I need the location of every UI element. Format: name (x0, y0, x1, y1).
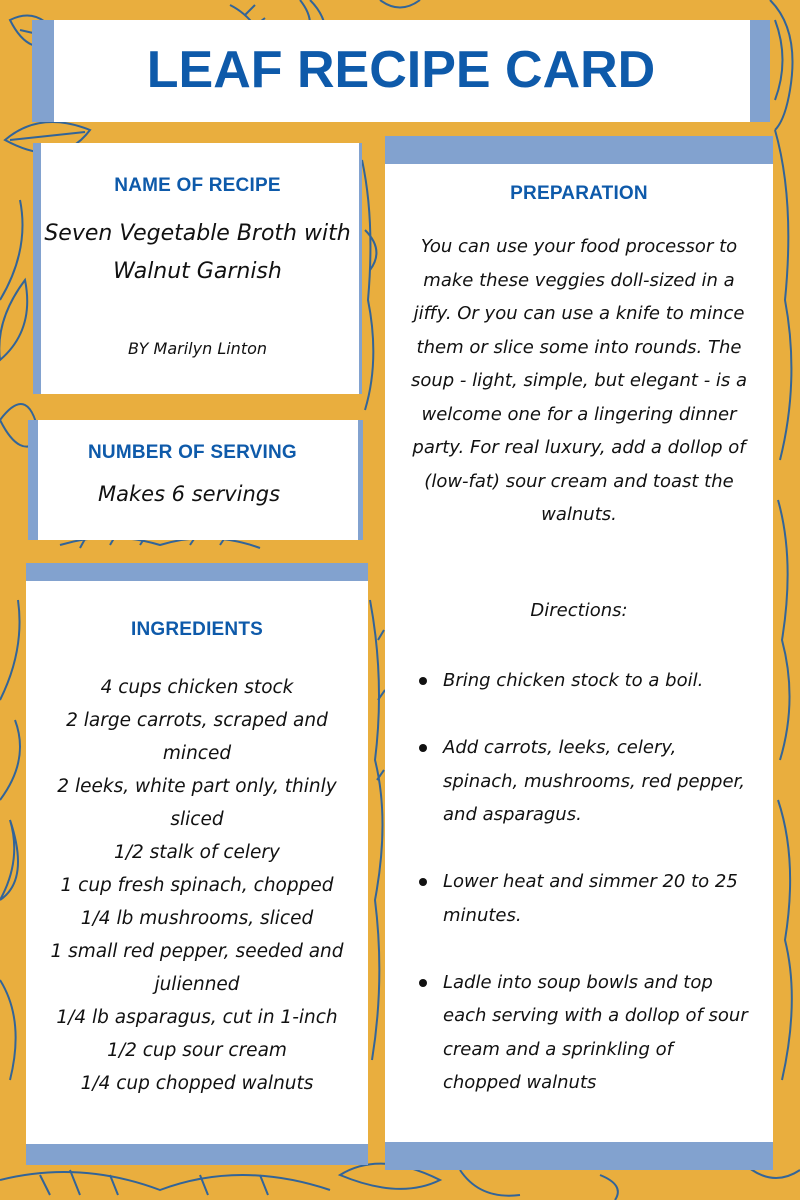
ingredient-item: 2 leeks, white part only, thinly sliced (57, 776, 337, 830)
ingredient-item: 1/4 lb asparagus, cut in 1-inch (56, 1007, 338, 1028)
recipe-name: Seven Vegetable Broth with Walnut Garnish (44, 221, 351, 284)
preparation-heading: PREPARATION (510, 183, 648, 204)
ingredients-heading: INGREDIENTS (130, 619, 264, 640)
serving-value: Makes 6 servings (98, 482, 281, 506)
direction-step: Add carrots, leeks, celery, spinach, mushrooms, red pepper, and asparagus. (417, 731, 753, 832)
ingredients-card (26, 563, 368, 1165)
ingredients-bottom-strip (26, 1144, 368, 1165)
ingredient-item: 1/2 stalk of celery (114, 842, 280, 863)
ingredient-item: 1 cup fresh spinach, chopped (60, 875, 334, 896)
serving-section-heading: NUMBER OF SERVING (88, 442, 297, 463)
preparation-intro: You can use your food processor to make these veggies doll-sized in a jiffy. Or you can use a knife to mince them or slice some into rounds. The soup - light, simple, but elegant - is a welcome one for a lingering dinner party. For real luxury, add a dollop of (low-fat) sour cream and toast the walnuts. (410, 236, 748, 525)
preparation-card (385, 136, 773, 1170)
recipe-author: BY Marilyn Linton (127, 339, 268, 358)
directions-list (417, 664, 753, 1133)
ingredients-top-strip (26, 563, 368, 581)
ingredient-item: 1/4 lb mushrooms, sliced (80, 908, 314, 929)
ingredient-item: 1 small red pepper, seeded and julienned (50, 941, 344, 995)
ingredient-item: 2 large carrots, scraped and minced (66, 710, 328, 764)
direction-step: Lower heat and simmer 20 to 25 minutes. (417, 865, 753, 932)
page-title: LEAF RECIPE CARD (146, 41, 656, 99)
title-banner (32, 20, 770, 122)
serving-card (28, 420, 363, 540)
name-section-heading: NAME OF RECIPE (114, 175, 281, 196)
direction-step: Bring chicken stock to a boil. (417, 664, 753, 698)
ingredient-item: 4 cups chicken stock (100, 677, 294, 698)
directions-label: Directions: (530, 600, 628, 621)
preparation-bottom-strip (385, 1142, 773, 1170)
ingredients-list (32, 671, 362, 1100)
recipe-name-card (33, 143, 362, 394)
direction-step: Ladle into soup bowls and top each serving with a dollop of sour cream and a sprinkling of chopped walnuts (417, 966, 753, 1100)
ingredient-item: 1/2 cup sour cream (107, 1040, 287, 1061)
serving-card-left-strip (28, 420, 38, 540)
preparation-top-strip (385, 136, 773, 164)
ingredient-item: 1/4 cup chopped walnuts (80, 1073, 314, 1094)
serving-card-right-strip (358, 420, 363, 540)
